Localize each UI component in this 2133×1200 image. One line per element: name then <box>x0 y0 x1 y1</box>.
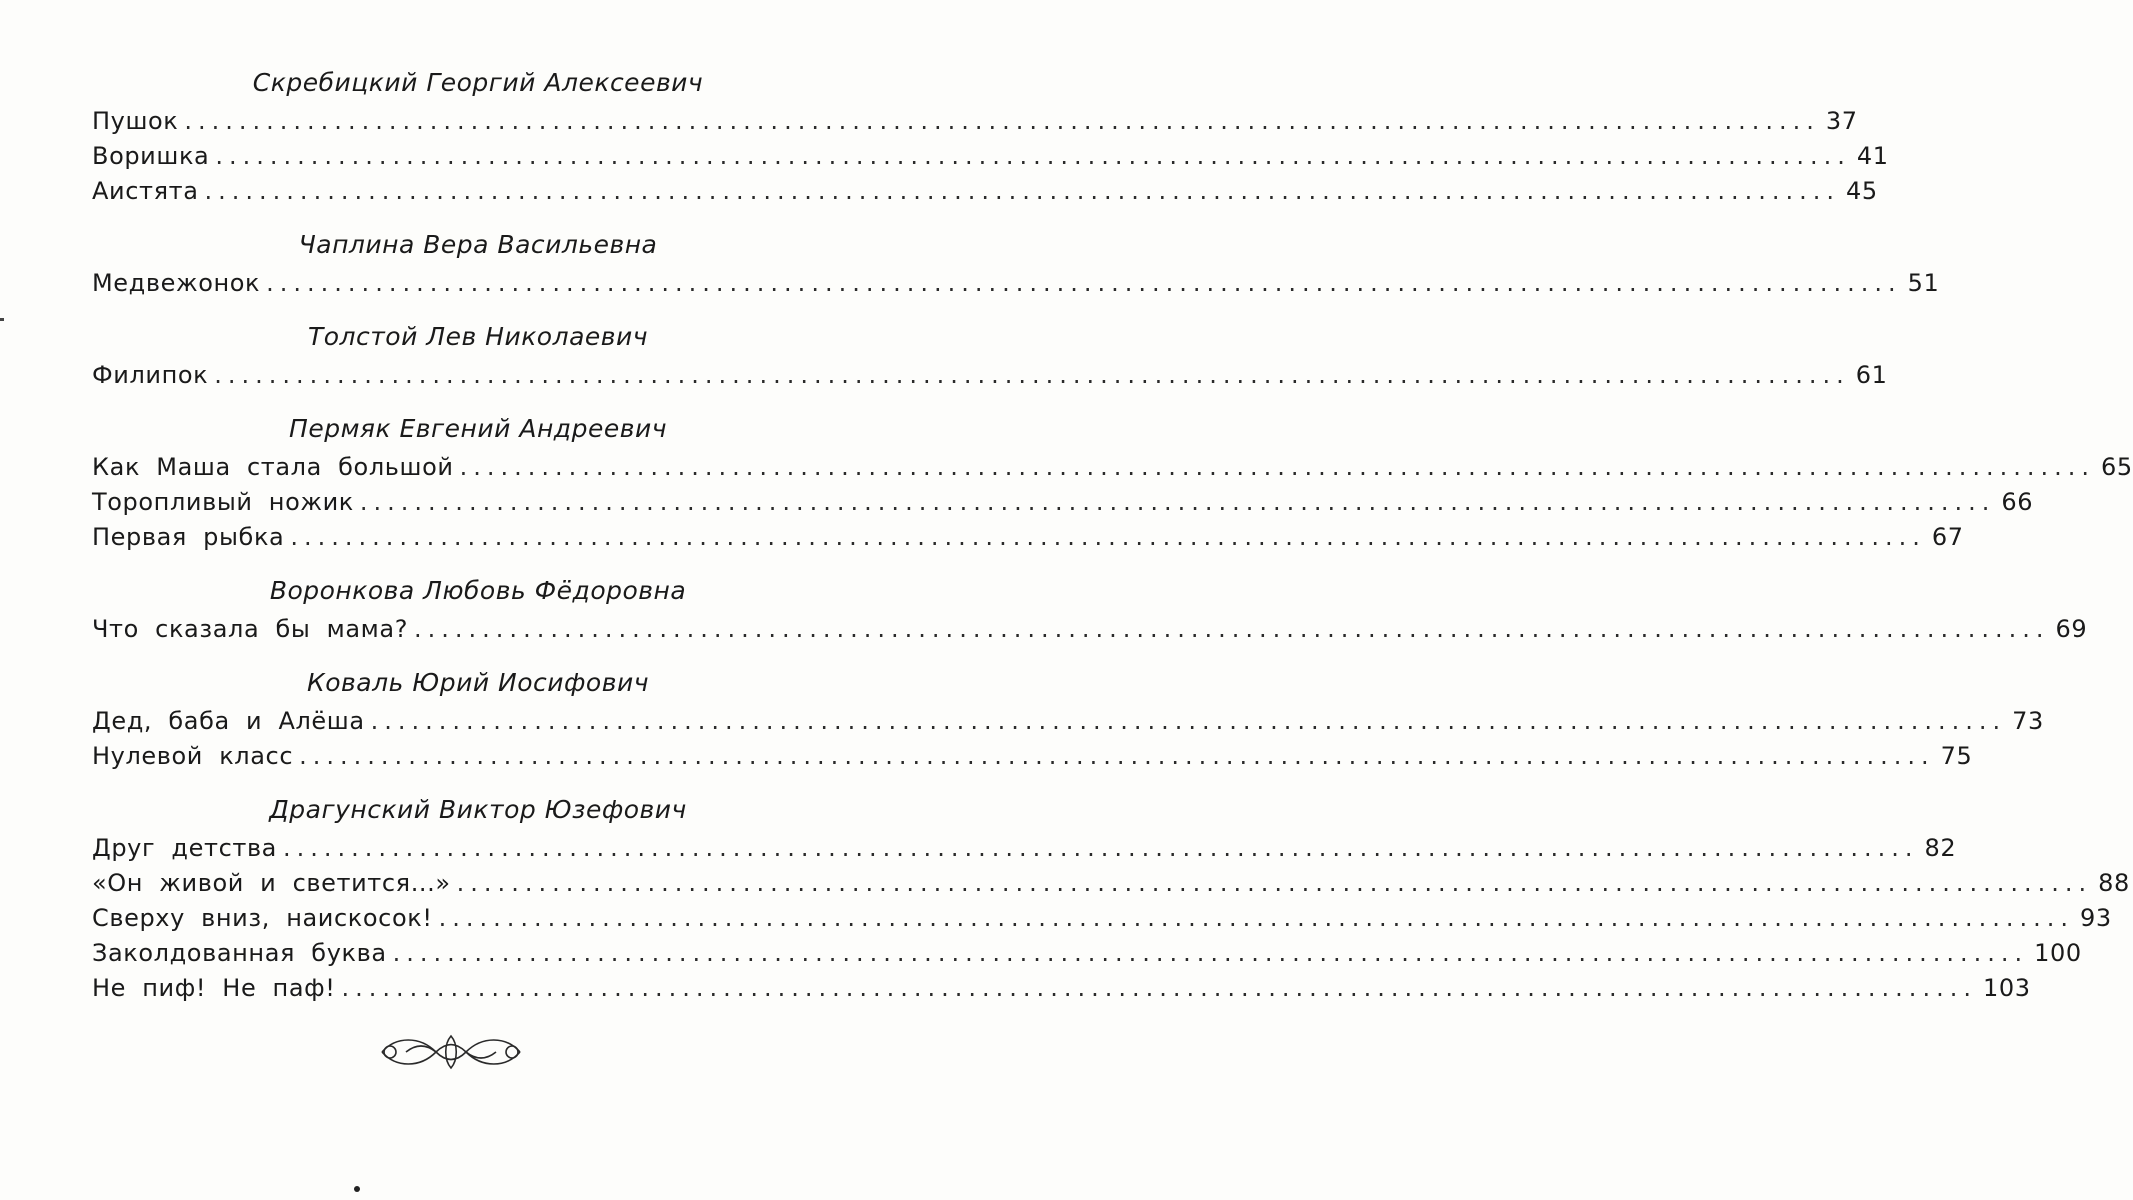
dot-leader: ........................................................................................................................ <box>414 615 2050 643</box>
author-heading: Чаплина Вера Васильевна <box>298 230 658 259</box>
dot-leader: ........................................................................................................................ <box>215 142 1851 170</box>
toc-section <box>92 224 1940 301</box>
dot-leader: ........................................................................................................................ <box>341 974 1977 1002</box>
toc-entry[interactable] <box>92 936 2082 971</box>
entry-page: 41 <box>1856 142 1889 170</box>
toc-entry[interactable] <box>92 831 1957 866</box>
toc-section <box>92 408 2133 555</box>
entry-page: 100 <box>2034 939 2082 967</box>
entry-title: Как Маша стала большой <box>92 453 454 481</box>
entry-page: 73 <box>2012 707 2044 735</box>
entry-title: Воришка <box>92 142 210 170</box>
author-heading: Пермяк Евгений Андреевич <box>289 414 667 443</box>
entry-title: Торопливый ножик <box>92 488 354 516</box>
entry-page: 65 <box>2101 453 2133 481</box>
author-heading: Скребицкий Георгий Алексеевич <box>252 68 704 97</box>
toc-entry[interactable] <box>92 104 1858 139</box>
dot-leader: ........................................................................................................................ <box>370 707 2007 735</box>
entry-page: 66 <box>2001 488 2034 516</box>
dot-leader: ........................................................................................................................ <box>438 904 2075 932</box>
entry-title: Сверху вниз, наискосок! <box>92 904 433 932</box>
dot-leader: ........................................................................................................................ <box>266 269 1902 297</box>
toc-entry[interactable] <box>92 174 1878 209</box>
entry-page: 37 <box>1825 107 1858 135</box>
dot-leader: ........................................................................................................................ <box>359 488 1996 516</box>
dot-leader: ........................................................................................................................ <box>290 523 1926 551</box>
toc-section <box>92 62 1889 209</box>
entry-page: 45 <box>1846 177 1878 205</box>
entry-page: 93 <box>2080 904 2112 932</box>
dot-leader: ........................................................................................................................ <box>456 869 2093 897</box>
toc-entry[interactable] <box>92 901 2112 936</box>
entry-page: 75 <box>1940 742 1973 770</box>
entry-title: Аистята <box>92 177 199 205</box>
dot-leader: ........................................................................................................................ <box>204 177 1840 205</box>
toc-section <box>92 316 1888 393</box>
decorative-flourish-icon <box>376 1030 526 1074</box>
entry-title: Что сказала бы мама? <box>92 615 409 643</box>
toc-entry[interactable] <box>92 358 1888 393</box>
toc-entry[interactable] <box>92 450 2133 485</box>
entry-title: Нулевой класс <box>92 742 294 770</box>
toc-entry[interactable] <box>92 266 1940 301</box>
dot-leader: ........................................................................................................................ <box>184 107 1820 135</box>
margin-mark <box>0 318 4 321</box>
entry-title: «Он живой и светится...» <box>92 869 451 897</box>
entry-page: 103 <box>1982 974 2031 1002</box>
entry-title: Первая рыбка <box>92 523 285 551</box>
entry-title: Медвежонок <box>92 269 261 297</box>
entry-page: 61 <box>1855 361 1888 389</box>
entry-title: Не пиф! Не паф! <box>92 974 336 1002</box>
toc-entry[interactable] <box>92 520 1964 555</box>
author-heading: Драгунский Виктор Юзефович <box>269 795 687 824</box>
entry-page: 88 <box>2098 869 2130 897</box>
entry-title: Заколдованная буква <box>92 939 387 967</box>
author-heading: Толстой Лев Николаевич <box>307 322 649 351</box>
toc-section <box>92 662 2044 774</box>
author-heading: Коваль Юрий Иосифович <box>307 668 649 697</box>
dot-leader: ........................................................................................................................ <box>214 361 1850 389</box>
toc-entry[interactable] <box>92 866 2130 901</box>
toc-entry[interactable] <box>92 139 1889 174</box>
entry-title: Друг детства <box>92 834 277 862</box>
toc-section <box>92 570 2088 647</box>
author-heading: Воронкова Любовь Фёдоровна <box>269 576 687 605</box>
toc-entry[interactable] <box>92 612 2088 647</box>
entry-page: 67 <box>1931 523 1964 551</box>
toc-entry[interactable] <box>92 971 2031 1006</box>
toc-section <box>92 789 2130 1006</box>
page-mark <box>354 1186 360 1192</box>
entry-title: Пушок <box>92 107 179 135</box>
entry-title: Филипок <box>92 361 209 389</box>
toc-entry[interactable] <box>92 739 1973 774</box>
table-of-contents <box>92 62 2133 1021</box>
toc-entry[interactable] <box>92 704 2044 739</box>
dot-leader: ........................................................................................................................ <box>459 453 2096 481</box>
dot-leader: ........................................................................................................................ <box>392 939 2029 967</box>
toc-entry[interactable] <box>92 485 2034 520</box>
entry-page: 69 <box>2055 615 2088 643</box>
dot-leader: ........................................................................................................................ <box>283 834 1919 862</box>
entry-page: 82 <box>1924 834 1957 862</box>
entry-page: 51 <box>1907 269 1940 297</box>
dot-leader: ........................................................................................................................ <box>299 742 1935 770</box>
entry-title: Дед, баба и Алёша <box>92 707 365 735</box>
